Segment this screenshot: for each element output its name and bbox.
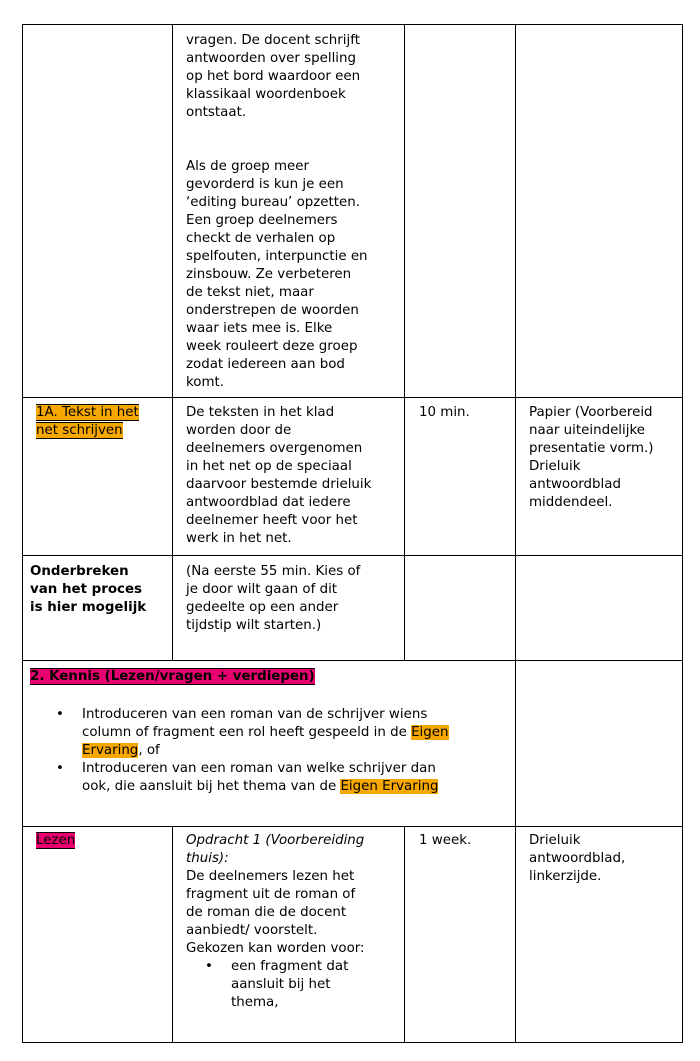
activity-label-lezen: Lezen — [36, 833, 76, 848]
net-schrijven-materials: Papier (Voorbereid naar uiteindelijke presentatie vorm.) Drieluik antwoordblad middendeel. — [529, 405, 654, 510]
row-divider — [22, 660, 683, 661]
interrupt-description: (Na eerste 55 min. Kies of je door wilt gaan of dit gedeelte op een ander tijdstip wilt starten.) — [186, 564, 361, 633]
net-schrijven-time: 10 min. — [419, 405, 470, 420]
lezen-description: Opdracht 1 (Voorbereiding thuis): De deelnemers lezen het fragment uit de roman of de roman die de docent aanbiedt/ voorstelt. Gekozen kan worden voor: • een fragment dat aansluit bij het thema, — [186, 832, 365, 1012]
lezen-time: 1 week. — [419, 833, 472, 848]
kennis-bullet-list — [22, 706, 449, 796]
list-item: • een fragment dat aansluit bij het thema, — [186, 958, 365, 1012]
column-divider — [172, 24, 173, 660]
row-divider — [22, 397, 683, 398]
column-divider — [172, 826, 173, 1042]
row-divider — [22, 555, 683, 556]
table-right-border — [682, 24, 683, 1043]
section-heading-kennis: 2. Kennis (Lezen/vragen + verdiepen) — [30, 669, 315, 684]
column-divider — [515, 24, 516, 1043]
column-divider — [404, 826, 405, 1042]
activity-label-net-schrijven: 1A. Tekst in het net schrijven — [36, 405, 139, 438]
table-left-border — [22, 24, 23, 1043]
continuation-description-editing: Als de groep meer gevorderd is kun je een ‘editing bureau’ opzetten. Een groep deelnemers checkt de verhalen op spelfouten, interpunctie en zinsbouw. Ze verbeteren de tekst niet, maar onderstrepen de woorden waar iets mee is. Elke week rouleert deze groep zodat iedereen aan bod komt. — [186, 159, 368, 390]
table-bottom-border — [22, 1042, 683, 1043]
row-divider — [22, 826, 683, 827]
continuation-description: vragen. De docent schrijft antwoorden over spelling op het bord waardoor een klassikaal woordenboek ontstaat. — [186, 33, 361, 120]
lezen-materials: Drieluik antwoordblad, linkerzijde. — [529, 833, 626, 884]
lezen-bullet-list — [186, 958, 365, 1012]
net-schrijven-description: De teksten in het klad worden door de deelnemers overgenomen in het net op de speciaal daarvoor bestemde drieluik antwoordblad dat iedere deelnemer heeft voor het werk in het net. — [186, 405, 372, 546]
table-top-border — [22, 24, 683, 25]
interrupt-label: Onderbreken van het proces is hier mogelijk — [30, 564, 147, 615]
column-divider — [404, 24, 405, 660]
list-item: • Introduceren van een roman van de schrijver wiens column of fragment een rol heeft gespeeld in de Eigen Ervaring, of — [22, 706, 449, 760]
list-item: • Introduceren van een roman van welke schrijver dan ook, die aansluit bij het thema van de Eigen Ervaring — [22, 760, 449, 796]
